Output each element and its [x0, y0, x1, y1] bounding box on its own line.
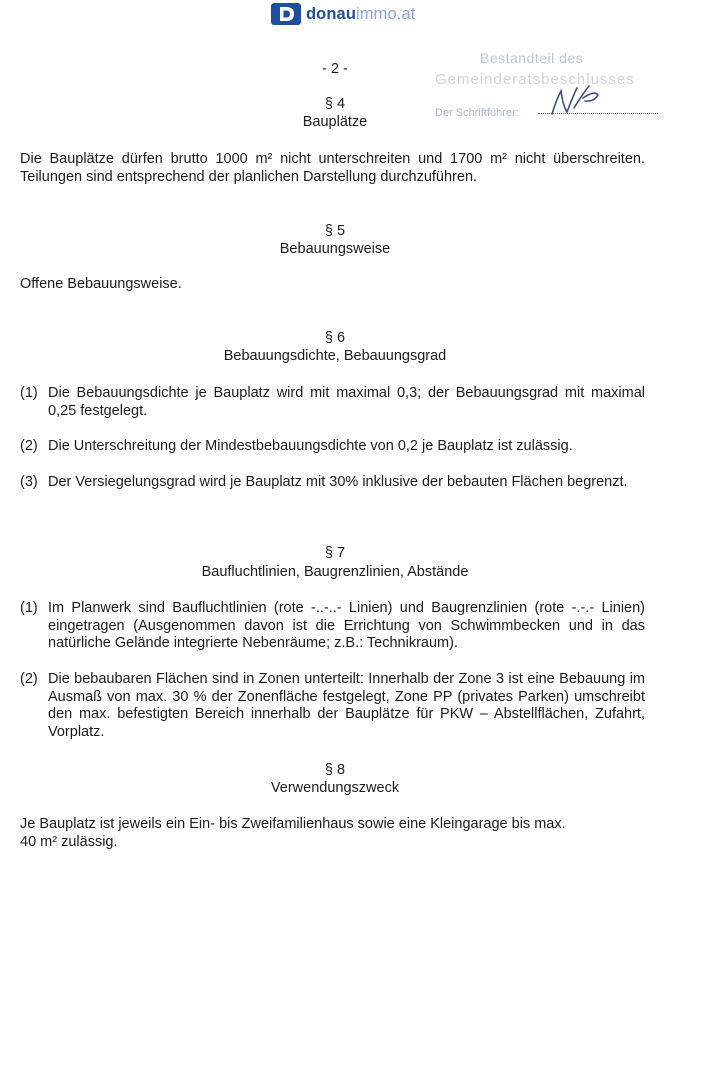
section-6-number: § 6 — [324, 330, 346, 346]
section-8-paragraph: Je Bauplatz ist jeweils ein Ein- bis Zweifamilienhaus sowie eine Kleingarage bis max. 40 m² zulässig. — [20, 816, 566, 850]
section-4-title: Bauplätze — [302, 114, 368, 130]
section-5-number: § 5 — [324, 223, 346, 239]
item-number: (3) — [20, 474, 38, 490]
stamp-line-2: Gemeinderatsbeschlusses — [435, 71, 635, 88]
section-8-number: § 8 — [324, 762, 346, 778]
section-6-item-3 — [20, 474, 645, 492]
item-number: (1) — [20, 385, 38, 401]
stamp-line-3: Der Schriftführer: — [435, 107, 519, 119]
item-text: Die bebaubaren Flächen sind in Zonen unterteilt: Innerhalb der Zone 3 ist eine Bebauung im Ausmaß von max. 30 % der Zonenfläche festgelegt, Zone PP (privates Parken) umschreibt den max. befestigten Bereich innerhalb der Bauplätze für PKW – Abstellflächen, Zufahrt, Vorplatz. — [48, 671, 645, 740]
item-number: (2) — [20, 438, 38, 454]
item-text: Die Unterschreitung der Mindestbebauungsdichte von 0,2 je Bauplatz ist zulässig. — [48, 438, 573, 454]
item-text: Der Versiegelungsgrad wird je Bauplatz mit 30% inklusive der bebauten Flächen begrenzt. — [48, 474, 628, 490]
section-6-item-1 — [20, 385, 645, 420]
d-logo-icon — [271, 3, 301, 25]
section-5-paragraph: Offene Bebauungsweise. — [20, 276, 182, 292]
section-7-title: Baufluchtlinien, Baugrenzlinien, Abstände — [201, 564, 469, 580]
item-text: Die Bebauungsdichte je Bauplatz wird mit maximal 0,3; der Bebauungsgrad mit maximal 0,25 festgelegt. — [48, 385, 645, 419]
section-7-item-1 — [20, 600, 645, 653]
page-number: - 2 - — [322, 61, 348, 77]
section-4-paragraph: Die Bauplätze dürfen brutto 1000 m² nicht unterschreiten und 1700 m² nicht überschreiten. Teilungen sind entsprechend der planlichen Darstellung durchzuführen. — [20, 151, 645, 185]
item-text: Im Planwerk sind Baufluchtlinien (rote -..-..- Linien) und Baugrenzlinien (rote -.-.- Linien) eingetragen (Ausgenommen davon ist die Errichtung von Schwimmbecken und in das natürliche Gelände integrierte Nebenräume; z.B.: Technikraum). — [48, 600, 645, 651]
section-8-title: Verwendungszweck — [270, 780, 400, 796]
section-4-number: § 4 — [324, 96, 346, 112]
section-7-number: § 7 — [324, 545, 346, 561]
section-5-title: Bebauungsweise — [279, 241, 391, 257]
item-number: (2) — [20, 671, 38, 687]
section-7-item-2 — [20, 671, 645, 741]
donauimmo-logo[interactable] — [271, 3, 415, 25]
section-6-title: Bebauungsdichte, Bebauungsgrad — [223, 348, 447, 364]
stamp-line-1: Bestandteil des — [480, 50, 584, 66]
section-6-item-2 — [20, 438, 645, 456]
logo-wordmark: donauimmo.at — [306, 4, 416, 23]
item-number: (1) — [20, 600, 38, 616]
